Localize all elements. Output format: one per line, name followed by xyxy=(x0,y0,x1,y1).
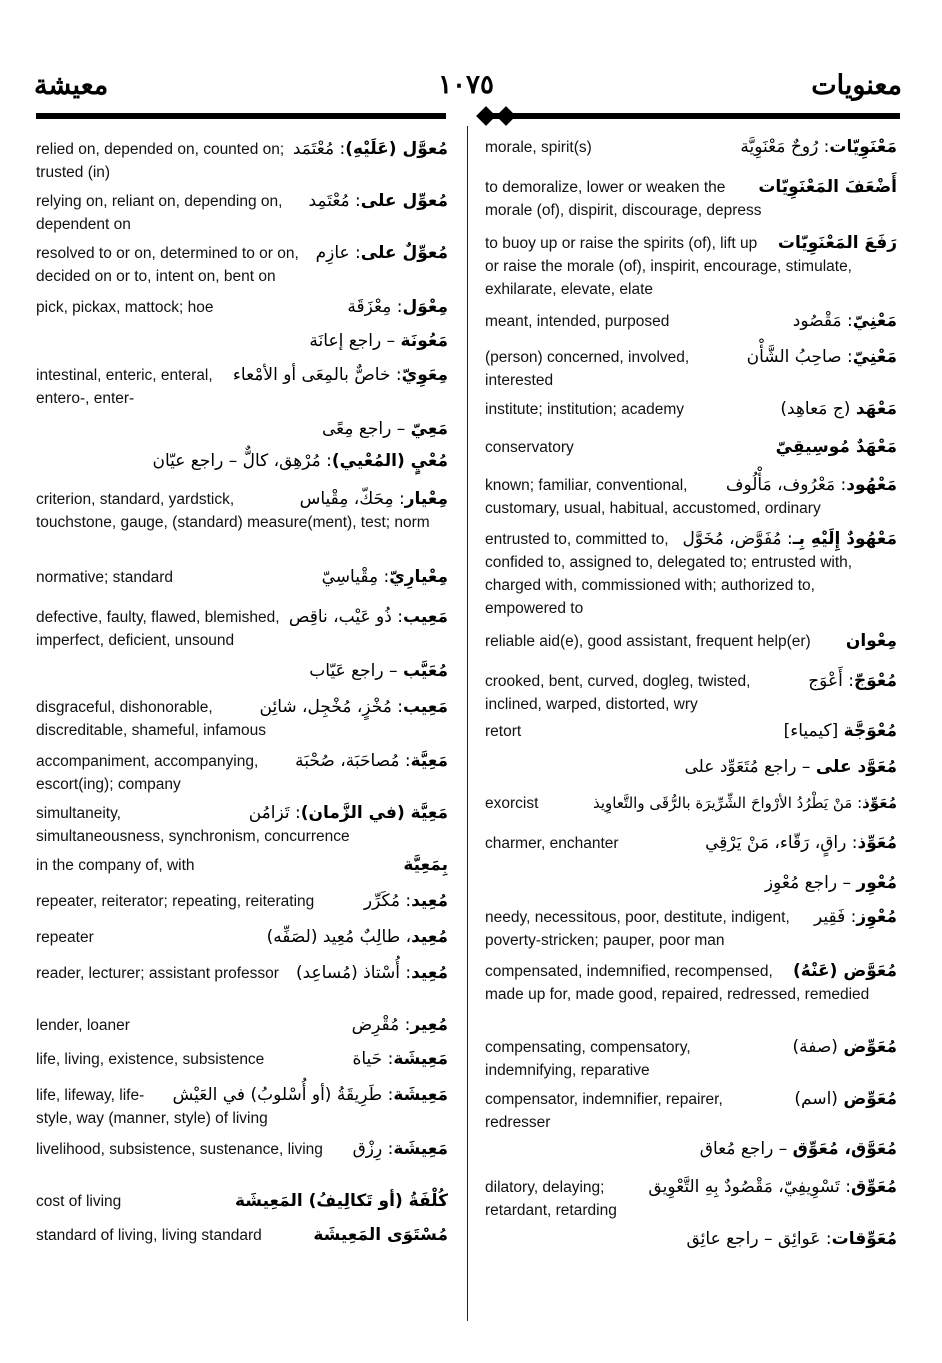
english-definition: livelihood, subsistence, sustenance, living xyxy=(36,1141,323,1158)
english-definition: simultaneity, simultaneousness, synchronism, concurrence xyxy=(36,805,350,845)
arabic-headword: مَعْنَوِيّات: رُوحٌ مَعْنَوِيَّة xyxy=(740,137,897,157)
arabic-headword: مُعوِّل على: مُعْتَمِد xyxy=(308,191,448,211)
arabic-headword: مَعْنِيّ: صاحِبُ الشَّأْن xyxy=(746,347,897,367)
entry xyxy=(36,1014,448,1037)
entry xyxy=(485,176,897,222)
entry xyxy=(36,802,448,848)
arabic-headword: مِعْيارِيّ: مِقْياسِيّ xyxy=(321,567,448,587)
english-definition: intestinal, enteric, enteral, entero-, enter- xyxy=(36,367,213,407)
arabic-headword: مَعْهُود: مَعْرُوف، مَأْلُوف xyxy=(725,475,897,495)
entry xyxy=(485,136,897,159)
entry xyxy=(485,528,897,620)
arabic-headword: مُسْتَوَى المَعِيشَة xyxy=(313,1225,448,1245)
english-definition: needy, necessitous, poor, destitute, indigent, poverty-stricken; pauper, poor man xyxy=(485,909,790,949)
arabic-headword: مُعْوَجَّة [كيمياء] xyxy=(783,721,897,741)
arabic-headword: مُعَوِّقات: عَوائِق – راجع عائِق xyxy=(686,1229,897,1249)
english-definition: lender, loaner xyxy=(36,1017,130,1034)
english-definition: reliable aid(e), good assistant, frequent help(er) xyxy=(485,633,811,650)
header-left-guide-word: معيشة xyxy=(34,70,109,101)
english-definition: (person) concerned, involved, interested xyxy=(485,349,690,389)
english-definition: life, living, existence, subsistence xyxy=(36,1051,265,1068)
arabic-headword: مُعَوِّض (صفة) xyxy=(792,1037,897,1057)
english-definition: entrusted to, committed to, confided to, assigned to, delegated to; entrusted with, charged with, commissioned with; authorized to, empowered to xyxy=(485,531,853,617)
entry xyxy=(485,474,897,520)
entry xyxy=(36,1138,448,1161)
entry xyxy=(36,190,448,236)
english-definition: disgraceful, dishonorable, discreditable, shameful, infamous xyxy=(36,699,267,739)
page-number: ١٠٧٥ xyxy=(438,70,494,100)
arabic-headword: بِمَعِيَّة xyxy=(403,855,448,875)
english-definition: morale, spirit(s) xyxy=(485,139,592,156)
arabic-headword: مَعُونَة – راجع إعانَة xyxy=(309,331,448,351)
entry xyxy=(485,436,897,459)
english-definition: repeater, reiterator; repeating, reiterating xyxy=(36,893,315,910)
arabic-headword: مُعَوَّق، مُعَوِّق – راجع مُعاق xyxy=(699,1139,897,1159)
arabic-headword: مُعْيٍ (المُعْيي): مُرْهِق، كالٌّ – راجع عيّان xyxy=(152,451,448,471)
entry xyxy=(36,696,448,742)
entry xyxy=(485,310,897,333)
entry xyxy=(485,1176,897,1222)
arabic-headword: أَضْعَفَ المَعْنَوِيّات xyxy=(758,177,897,197)
arabic-headword: مُعوِّلٌ على: عازِم xyxy=(315,243,448,263)
english-definition: retort xyxy=(485,723,522,740)
english-definition: accompaniment, accompanying, escort(ing); company xyxy=(36,753,259,793)
arabic-headword: مُعِير: مُقْرِض xyxy=(351,1015,448,1035)
english-definition: reader, lecturer; assistant professor xyxy=(36,965,279,982)
english-definition: charmer, enchanter xyxy=(485,835,619,852)
entry xyxy=(36,1190,448,1213)
entry xyxy=(36,566,448,589)
arabic-headword: مُعَيَّب – راجع عَيّاب xyxy=(309,661,448,681)
english-definition: compensating, compensatory, indemnifying, reparative xyxy=(485,1039,691,1079)
english-definition: relying on, reliant on, depending on, dependent on xyxy=(36,193,283,233)
column-divider xyxy=(467,126,468,1321)
english-definition: pick, pickax, mattock; hoe xyxy=(36,299,214,316)
entry xyxy=(485,720,897,743)
entry xyxy=(36,418,448,441)
arabic-headword: مُعَوِّذ: مَنْ يَطْرُدُ الأرْواحَ الشِّرِّيرَة بالرُّقَى والتَّعاوِيذ xyxy=(592,794,897,812)
arabic-headword: مُعَوِّض (اسم) xyxy=(794,1089,897,1109)
english-definition: compensator, indemnifier, repairer, redresser xyxy=(485,1091,723,1131)
entry xyxy=(485,1138,897,1161)
arabic-headword: مِعْيار: مِحَكّ، مِقْياس xyxy=(299,489,448,509)
arabic-headword: مُعوَّل (عَلَيْهِ): مُعْتَمَد xyxy=(292,139,448,159)
entry xyxy=(36,488,448,534)
entry xyxy=(485,872,897,895)
entry xyxy=(36,138,448,184)
entry xyxy=(36,1084,448,1130)
english-definition: conservatory xyxy=(485,439,574,456)
arabic-headword: كُلْفَةُ (أو تَكالِيفُ) المَعِيشَة xyxy=(234,1191,448,1211)
english-definition: to demoralize, lower or weaken the morale (of), dispirit, discourage, depress xyxy=(485,179,762,219)
entry xyxy=(485,1088,897,1134)
english-definition: crooked, bent, curved, dogleg, twisted, inclined, warped, distorted, wry xyxy=(485,673,751,713)
english-definition: meant, intended, purposed xyxy=(485,313,670,330)
english-definition: normative; standard xyxy=(36,569,173,586)
english-definition: institute; institution; academy xyxy=(485,401,685,418)
arabic-headword: مُعْوَجّ: أَعْوَج xyxy=(808,671,897,691)
entry xyxy=(36,242,448,288)
entry xyxy=(485,792,897,815)
english-definition: life, lifeway, life-style, way (manner, style) of living xyxy=(36,1087,268,1127)
arabic-headword: مُعْوِر – راجع مُعْوِز xyxy=(764,873,897,893)
header-rule-right xyxy=(490,113,900,119)
header-ornament-right xyxy=(496,106,516,126)
entry xyxy=(36,962,448,985)
arabic-headword: مُعَوِّذ: راقٍ، رَقّاء، مَنْ يَرْقِي xyxy=(705,833,897,853)
entry xyxy=(36,450,448,473)
english-definition: relied on, depended on, counted on; trusted (in) xyxy=(36,141,285,181)
entry xyxy=(485,906,897,952)
arabic-headword: مَعِيشَة: طَرِيقَةُ (أو أُسْلوبُ) في العَيْش xyxy=(172,1085,448,1105)
arabic-headword: مُعِيد: أُسْتاذ (مُساعِد) xyxy=(295,963,448,983)
english-definition: defective, faulty, flawed, blemished, imperfect, deficient, unsound xyxy=(36,609,280,649)
english-definition: compensated, indemnified, recompensed, made up for, made good, repaired, redressed, remedied xyxy=(485,963,870,1003)
english-definition: criterion, standard, yardstick, touchstone, gauge, (standard) measure(ment), test; norm xyxy=(36,491,430,531)
english-definition: in the company of, with xyxy=(36,857,195,874)
arabic-headword: مُعَوَّض (عَنْهُ) xyxy=(793,961,897,981)
arabic-headword: مِعَوِيّ: خاصٌّ بالمِعَى أو الأمْعاء xyxy=(232,365,448,385)
entry xyxy=(485,630,897,653)
arabic-headword: مَعِيشَة: حَياة xyxy=(352,1049,448,1069)
entry xyxy=(485,1228,897,1251)
english-definition: cost of living xyxy=(36,1193,122,1210)
arabic-headword: مُعِيد، طالِبٌ مُعِيد (لصَفِّه) xyxy=(266,927,448,947)
entry xyxy=(485,832,897,855)
arabic-headword: مِعْوَل: مِعْزَقَة xyxy=(347,297,448,317)
entry xyxy=(485,346,897,392)
entry xyxy=(36,330,448,353)
arabic-headword: مَعِيب: مُخْزٍ، مُخْجِل، شائِن xyxy=(259,697,448,717)
arabic-headword: مَعِيّ – راجع مِعًى xyxy=(321,419,448,439)
arabic-headword: مَعْهَدٌ مُوسِيقِيّ xyxy=(775,437,897,457)
entry xyxy=(485,670,897,716)
arabic-headword: مَعِيَّة (في الزَّمان): تَزامُن xyxy=(248,803,448,823)
arabic-headword: مَعِيب: ذُو عَيْب، ناقِص xyxy=(288,607,448,627)
english-definition: known; familiar, conventional, customary, usual, habitual, accustomed, ordinary xyxy=(485,477,821,517)
entry xyxy=(36,854,448,877)
arabic-headword: مُعَوِّق: تَسْوِيفِيّ، مَقْصُودٌ بِهِ التَّعْوِيق xyxy=(648,1177,897,1197)
entry xyxy=(36,606,448,652)
english-definition: standard of living, living standard xyxy=(36,1227,262,1244)
arabic-headword: مَعِيَّة: مُصاحَبَة، صُحْبَة xyxy=(295,751,448,771)
arabic-headword: مِعْوان xyxy=(845,631,897,651)
english-definition: repeater xyxy=(36,929,94,946)
english-definition: resolved to or on, determined to or on, decided on or to, intent on, bent on xyxy=(36,245,299,285)
entry xyxy=(36,1224,448,1247)
header-right-guide-word: معنويات xyxy=(811,70,902,101)
arabic-headword: مَعْنِيّ: مَقْصُود xyxy=(792,311,897,331)
arabic-headword: مَعْهُودٌ إِلَيْهِ بِـ: مُفَوَّض، مُخَوَّل xyxy=(682,529,897,549)
entry xyxy=(36,364,448,410)
entry xyxy=(36,1048,448,1071)
arabic-headword: مُعَوَّد على – راجع مُتَعَوِّد على xyxy=(684,757,897,777)
entry xyxy=(36,660,448,683)
english-definition: dilatory, delaying; retardant, retarding xyxy=(485,1179,617,1219)
arabic-headword: مُعِيد: مُكَرِّر xyxy=(363,891,448,911)
entry xyxy=(485,960,897,1006)
arabic-headword: مَعْهَد (ج مَعاهِد) xyxy=(780,399,897,419)
entry xyxy=(36,750,448,796)
entry xyxy=(36,296,448,319)
arabic-headword: مَعِيشَة: رِزْق xyxy=(352,1139,448,1159)
entry xyxy=(36,890,448,913)
arabic-headword: رَفَعَ المَعْنَوِيّات xyxy=(777,233,897,253)
english-definition: to buoy up or raise the spirits (of), lift up or raise the morale (of), inspirit, encourage, stimulate, exhilarate, elevate, elate xyxy=(485,235,852,298)
header-ornament-left xyxy=(476,106,496,126)
entry xyxy=(485,756,897,779)
entry xyxy=(485,1036,897,1082)
header-rule-left xyxy=(36,113,446,119)
entry xyxy=(485,398,897,421)
entry xyxy=(36,926,448,949)
entry xyxy=(485,232,897,301)
english-definition: exorcist xyxy=(485,795,539,812)
arabic-headword: مُعْوِز: فَقِير xyxy=(814,907,897,927)
